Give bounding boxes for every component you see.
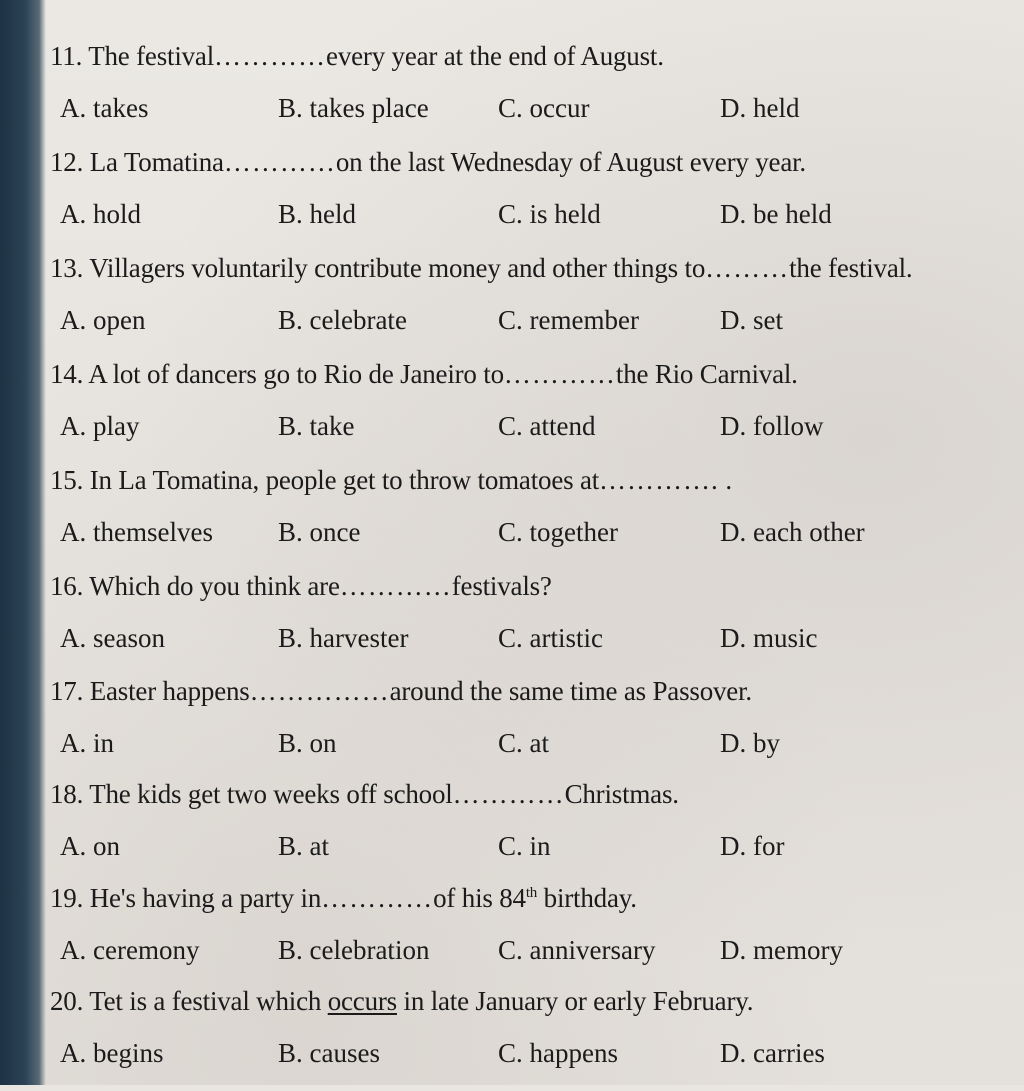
- stem-text: The festival: [88, 41, 215, 71]
- option-d: D. for: [720, 831, 785, 861]
- question-stem: [50, 146, 1000, 178]
- option-b: B. causes: [278, 1038, 380, 1068]
- option-c: C. in: [498, 831, 551, 861]
- option-d: D. carries: [720, 1038, 825, 1068]
- underlined-word: occurs: [327, 986, 397, 1016]
- option-b: B. take: [278, 411, 355, 441]
- stem-text: of his 84: [433, 883, 526, 913]
- question-14: [0, 358, 1024, 464]
- option-a: A. open: [60, 305, 146, 335]
- option-d: D. held: [720, 93, 800, 123]
- question-stem: [50, 675, 1000, 707]
- question-number: 18.: [50, 779, 84, 809]
- option-a: A. play: [60, 411, 140, 441]
- question-number: 17.: [50, 676, 84, 706]
- option-c: C. artistic: [498, 623, 603, 653]
- stem-text: festivals?: [451, 571, 552, 601]
- stem-text: A lot of dancers go to Rio de Janeiro to: [88, 359, 504, 389]
- option-d: D. set: [720, 305, 783, 335]
- option-c: C. happens: [498, 1038, 618, 1068]
- option-a: A. hold: [60, 199, 141, 229]
- blank: ………….: [599, 465, 719, 495]
- stem-text: Villagers voluntarily contribute money and other things to: [89, 253, 706, 283]
- option-a: A. ceremony: [60, 935, 200, 965]
- question-number: 13.: [50, 253, 84, 283]
- question-number: 16.: [50, 571, 84, 601]
- stem-text: The kids get two weeks off school: [89, 779, 453, 809]
- stem-text: birthday.: [537, 883, 637, 913]
- question-stem: [50, 778, 1000, 810]
- option-d: D. music: [720, 623, 818, 653]
- blank: ………: [705, 253, 790, 283]
- question-11: [0, 40, 1024, 146]
- question-stem: [50, 985, 1000, 1017]
- question-13: [0, 252, 1024, 358]
- blank: …………: [503, 359, 616, 389]
- option-c: C. anniversary: [498, 935, 656, 965]
- question-number: 19.: [50, 883, 84, 913]
- option-a: A. in: [60, 728, 114, 758]
- option-b: B. on: [278, 728, 337, 758]
- option-b: B. harvester: [278, 623, 409, 653]
- option-d: D. be held: [720, 199, 832, 229]
- option-a: A. on: [60, 831, 120, 861]
- option-d: D. by: [720, 728, 780, 758]
- question-number: 20.: [50, 986, 84, 1016]
- stem-text: every year at the end of August.: [326, 41, 664, 71]
- stem-text: Which do you think are: [89, 571, 340, 601]
- question-19: [0, 882, 1024, 988]
- question-12: [0, 146, 1024, 252]
- stem-text: He's having a party in: [89, 883, 322, 913]
- option-b: B. takes place: [278, 93, 429, 123]
- stem-text: La Tomatina: [89, 147, 224, 177]
- question-18: [0, 778, 1024, 884]
- option-d: D. memory: [720, 935, 843, 965]
- option-c: C. occur: [498, 93, 590, 123]
- option-b: B. at: [278, 831, 329, 861]
- option-b: B. celebrate: [278, 305, 407, 335]
- option-b: B. held: [278, 199, 356, 229]
- stem-text: Tet is a festival which: [89, 986, 328, 1016]
- stem-text: Christmas.: [564, 779, 679, 809]
- stem-text: Easter happens: [89, 676, 250, 706]
- option-a: A. begins: [60, 1038, 164, 1068]
- question-17: [0, 675, 1024, 781]
- question-stem: [50, 464, 1000, 496]
- option-d: D. each other: [720, 517, 865, 547]
- question-stem: [50, 358, 1000, 390]
- question-number: 12.: [50, 147, 84, 177]
- option-a: A. takes: [60, 93, 149, 123]
- question-number: 15.: [50, 465, 84, 495]
- question-stem: [50, 40, 1000, 72]
- option-b: B. once: [278, 517, 361, 547]
- stem-text: on the last Wednesday of August every year.: [335, 147, 806, 177]
- stem-text: in late January or early February.: [397, 986, 754, 1016]
- blank: ……………: [249, 676, 390, 706]
- option-c: C. is held: [498, 199, 601, 229]
- stem-text: the Rio Carnival.: [615, 359, 798, 389]
- blank: …………: [339, 571, 452, 601]
- option-b: B. celebration: [278, 935, 430, 965]
- stem-text: .: [718, 465, 732, 495]
- question-stem: [50, 570, 1000, 602]
- option-a: A. themselves: [60, 517, 213, 547]
- option-d: D. follow: [720, 411, 824, 441]
- blank: …………: [223, 147, 336, 177]
- stem-text: around the same time as Passover.: [389, 676, 752, 706]
- question-20: [0, 985, 1024, 1091]
- question-stem: [50, 252, 1000, 284]
- blank: …………: [452, 779, 565, 809]
- stem-text: In La Tomatina, people get to throw tomatoes at: [89, 465, 600, 495]
- option-c: C. at: [498, 728, 549, 758]
- option-a: A. season: [60, 623, 165, 653]
- question-16: [0, 570, 1024, 676]
- blank: …………: [214, 41, 327, 71]
- blank: …………: [321, 883, 434, 913]
- option-c: C. together: [498, 517, 618, 547]
- question-stem: [50, 882, 1000, 914]
- ordinal-suffix: th: [525, 885, 538, 901]
- question-15: [0, 464, 1024, 570]
- stem-text: the festival.: [789, 253, 913, 283]
- question-number: 11.: [50, 41, 83, 71]
- option-c: C. remember: [498, 305, 639, 335]
- question-number: 14.: [50, 359, 84, 389]
- option-c: C. attend: [498, 411, 596, 441]
